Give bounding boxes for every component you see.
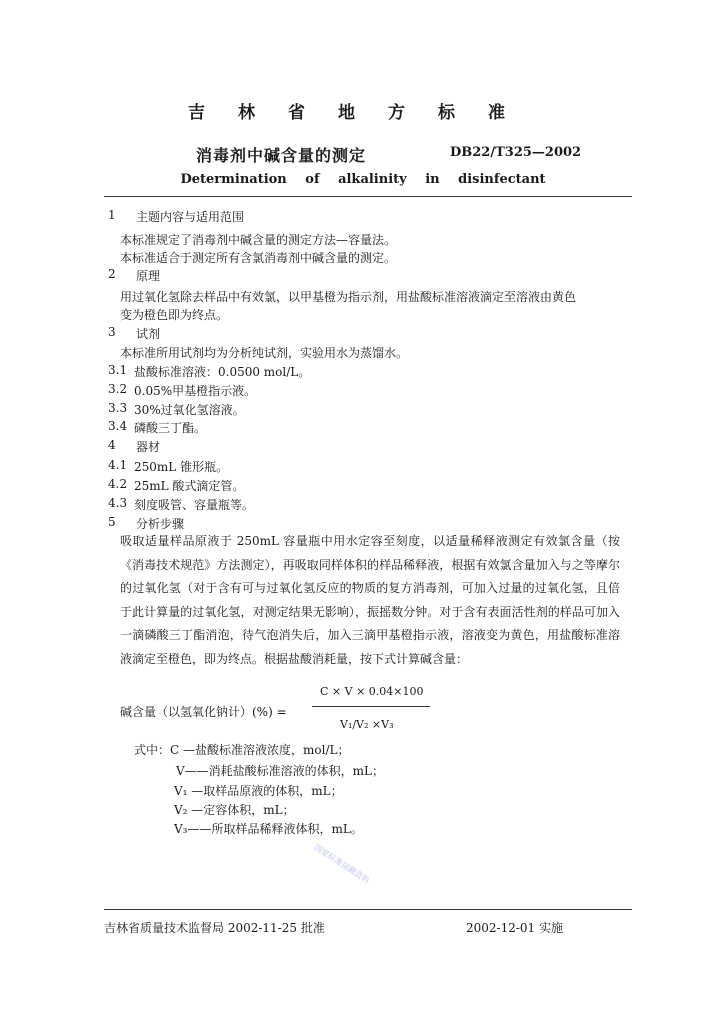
document-title-chinese: 消毒剂中碱含量的测定 (196, 146, 367, 165)
definition-line: V——消耗盐酸标准溶液的体积，mL； (176, 764, 385, 778)
section-text: 30%过氧化氢溶液。 (134, 403, 245, 417)
section-text: 刻度吸管、容量瓶等。 (134, 498, 255, 512)
section-text: 用过氧化氢除去样品中有效氯，以甲基橙为指示剂，用盐酸标准溶液滴定至溶液由黄色 (120, 290, 577, 304)
watermark-stamp: 国家标准馆藏资料 (312, 842, 372, 886)
definition-line: 式中：C —盐酸标准溶液浓度，mol/L； (134, 743, 350, 757)
section-text: 本标准适合于测定所有含氯消毒剂中碱含量的测定。 (120, 251, 397, 265)
section-number: 3.4 (108, 419, 128, 433)
definition-line: V₂ —定容体积，mL； (174, 803, 295, 817)
approval-info: 吉林省质量技术监督局 2002-11-25 批准 (104, 921, 325, 935)
section-number: 3 (108, 325, 116, 339)
section-text: 变为橙色即为终点。 (120, 308, 229, 322)
section-heading: 器材 (136, 440, 161, 454)
section-number: 4.1 (108, 458, 128, 472)
standard-number: DB22/T325—2002 (450, 145, 582, 160)
section-number: 4.2 (108, 477, 128, 491)
implementation-date: 2002-12-01 实施 (466, 921, 564, 935)
header-rule (104, 196, 632, 197)
section-number: 4.3 (108, 496, 128, 510)
section-number: 1 (108, 208, 116, 222)
section-text: 磷酸三丁酯。 (134, 421, 207, 435)
definition-line: V₃——所取样品稀释液体积，mL。 (174, 822, 363, 836)
standard-category-heading: 吉林省地方标准 (188, 103, 538, 123)
formula-numerator: C × V × 0.04×100 (320, 685, 424, 698)
section-number: 2 (108, 267, 116, 281)
section-text: 本标准规定了消毒剂中碱含量的测定方法—容量法。 (120, 233, 397, 247)
section-text: 0.05%甲基橙指示液。 (134, 384, 257, 398)
section-heading: 原理 (136, 269, 161, 283)
section-number: 3.3 (108, 401, 128, 415)
procedure-paragraph: 吸取适量样品原液于 250mL 容量瓶中用水定容至刻度，以适量稀释液测定有效氯含量（按《消毒技术规范》方法测定），再吸取同样体积的样品稀释液，根据有效氯含量加入与之等摩尔的过氧化氢（对于含有可与过氧化氢反应的物质的复方消毒剂，可加入过量的过氧化氢，且倍于此计算量的过氧化氢，对测定结果无影响），振摇数分钟。对于含有表面活性剂的样品可加入一滴磷酸三丁酯消泡，待气泡消失后，加入三滴甲基橙指示液，溶液变为黄色，用盐酸标准溶液滴定至橙色，即为终点。根据盐酸消耗量，按下式计算碱含量： (120, 534, 620, 666)
section-heading: 主题内容与适用范围 (136, 210, 245, 224)
footer-rule (104, 909, 632, 910)
section-number: 4 (108, 438, 116, 452)
section-text: 25mL 酸式滴定管。 (134, 479, 245, 493)
definition-line: V₁ —取样品原液的体积，mL； (174, 784, 343, 798)
section-text: 盐酸标准溶液：0.0500 mol/L。 (134, 365, 311, 379)
section-number: 5 (108, 515, 116, 529)
section-heading: 分析步骤 (136, 517, 185, 531)
section-text: 250mL 锥形瓶。 (134, 460, 229, 474)
section-heading: 试剂 (136, 327, 161, 341)
section-text: 本标准所用试剂均为分析纯试剂，实验用水为蒸馏水。 (120, 346, 409, 360)
document-title-english: Determination of alkalinity in disinfectant (180, 172, 546, 187)
formula-label: 碱含量（以氢氧化钠计）(%) = (120, 705, 287, 719)
fraction-bar (312, 706, 430, 707)
section-number: 3.2 (108, 382, 128, 396)
formula-denominator: V₁/V₂ ×V₃ (340, 718, 394, 731)
section-number: 3.1 (108, 363, 128, 377)
